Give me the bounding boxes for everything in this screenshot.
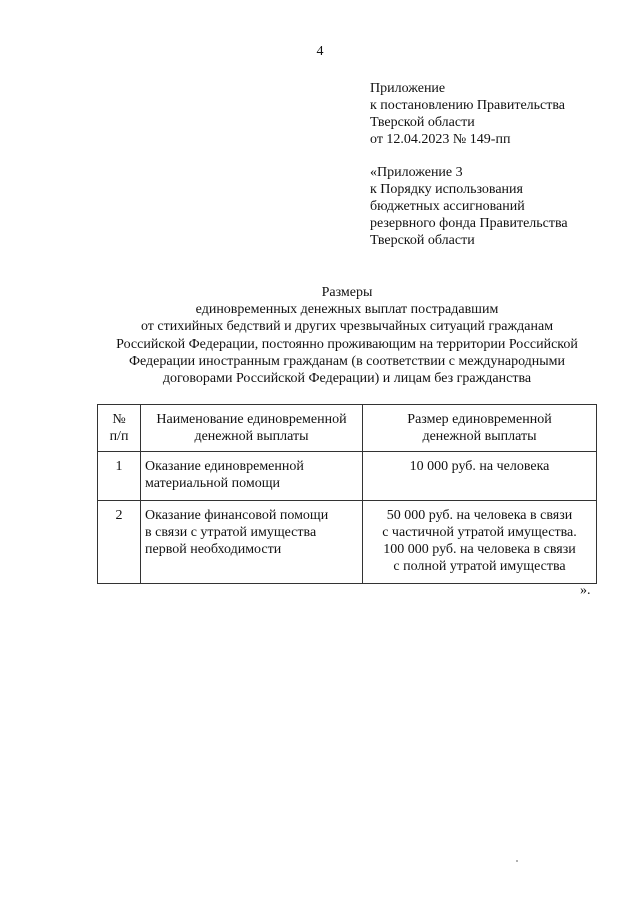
header-text: № [112,412,126,427]
table-row [98,452,597,501]
cell-text: 50 000 руб. на человека в связи [386,508,573,523]
row-payment-name [141,501,363,584]
title-line: Федерации иностранным гражданам (в соответствии с международными [128,353,566,369]
document-title [98,284,596,387]
appendix-header-line: от 12.04.2023 № 149-пп [370,132,511,147]
header-number [98,405,141,452]
appendix-header-line: Тверской области [370,115,475,130]
table-header-row [98,405,597,452]
row-payment-name [141,452,363,501]
cell-text: с полной утратой имущества [393,559,566,574]
row-payment-amount [363,501,597,584]
scan-artifact [516,860,518,862]
appendix-reference-line: к Порядку использования [370,182,523,197]
header-text: денежной выплаты [194,429,309,444]
title-line: договорами Российской Федерации) и лицам без гражданства [162,371,532,387]
title-line: единовременных денежных выплат пострадавшим [195,302,499,318]
header-text: денежной выплаты [422,429,537,444]
appendix-header-line: к постановлению Правительства [370,98,566,113]
header-payment-name [141,405,363,452]
row-number: 2 [98,501,141,584]
appendix-reference-line: резервного фонда Правительства [370,216,568,231]
appendix-reference-line: бюджетных ассигнований [370,199,525,214]
title-line: от стихийных бедствий и других чрезвычайных ситуаций гражданам [140,319,554,335]
appendix-header [370,80,565,148]
cell-text: 10 000 руб. на человека [409,459,550,474]
page-number: 4 [316,44,324,59]
appendix-header-line: Приложение [370,81,446,96]
cell-text: 100 000 руб. на человека в связи [383,542,576,557]
appendix-reference [370,164,568,249]
header-text: п/п [109,429,129,444]
header-text: Размер единовременной [407,412,552,427]
cell-text: Оказание финансовой помощи [145,508,329,523]
header-payment-amount [363,405,597,452]
title-line: Размеры [321,285,373,300]
row-number: 1 [98,452,141,501]
payments-table [97,404,597,584]
appendix-reference-line: «Приложение 3 [370,165,463,180]
cell-text: с частичной утратой имущества. [382,525,577,540]
closing-quote: ». [580,583,591,598]
cell-text: Оказание единовременной [145,459,304,474]
table-row [98,501,597,584]
title-line: Российской Федерации, постоянно проживающим на территории Российской [116,336,578,352]
cell-text: в связи с утратой имущества [145,525,317,540]
cell-text: материальной помощи [145,476,280,491]
appendix-reference-line: Тверской области [370,233,475,248]
cell-text: первой необходимости [145,542,282,557]
row-payment-amount [363,452,597,501]
header-text: Наименование единовременной [156,412,347,427]
